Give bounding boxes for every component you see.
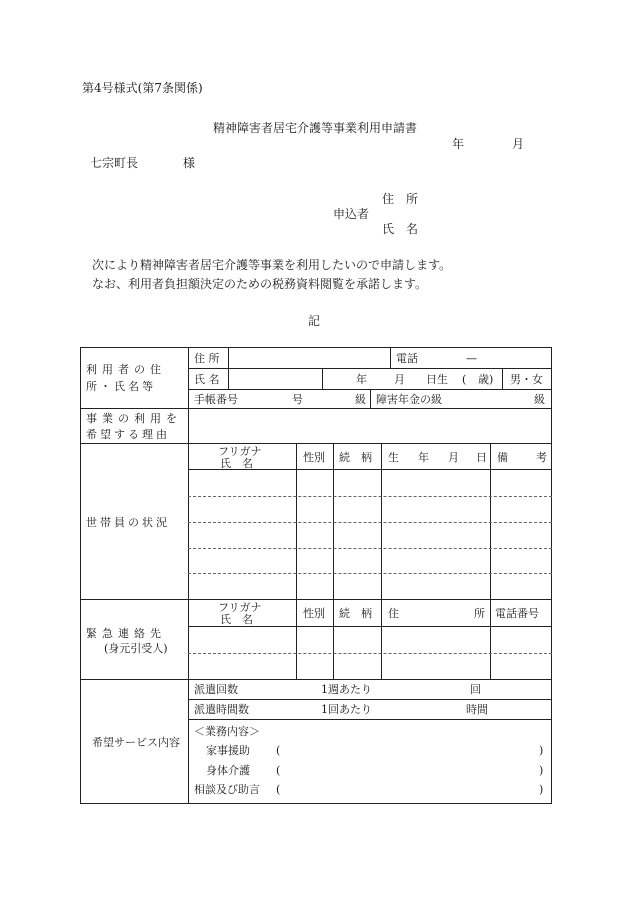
dispatch-time-label: 派遣時間数 bbox=[194, 703, 249, 716]
emergency-phone: 電話番号 bbox=[495, 607, 539, 620]
dispatch-count-label: 派遣回数 bbox=[194, 683, 238, 696]
reason-label-1: 事業の利用を bbox=[86, 412, 182, 425]
emergency-label: 緊急連絡先 bbox=[86, 627, 166, 640]
label-column-divider bbox=[188, 347, 189, 804]
household-remarks-a: 備 bbox=[497, 451, 508, 464]
pension-label: 障害年金の級 bbox=[376, 393, 442, 406]
user-section-label-1: 利用者の住 bbox=[86, 363, 166, 376]
service-item-housework: 家事援助 bbox=[206, 744, 250, 757]
service-item-physical-care-close: ) bbox=[539, 764, 544, 777]
applicant-label: 申込者 bbox=[333, 207, 370, 221]
birth-year: 年 bbox=[356, 373, 367, 386]
content-header: ＜業務内容＞ bbox=[194, 725, 260, 738]
service-item-consultation-open: ( bbox=[276, 783, 281, 796]
reason-field[interactable] bbox=[194, 412, 546, 438]
per-visit-label: 1回あたり bbox=[321, 703, 372, 716]
user-phone-label: 電話 bbox=[396, 352, 418, 365]
form-number: 第4号様式(第7条関係) bbox=[82, 81, 203, 95]
emergency-gender: 性別 bbox=[303, 607, 325, 620]
service-item-physical-care: 身体介護 bbox=[206, 764, 250, 777]
body-line-1: 次により精神障害者居宅介護等事業を利用したいので申請します。 bbox=[92, 258, 452, 272]
emergency-furigana: フリガナ bbox=[218, 601, 262, 614]
emergency-address-b: 所 bbox=[474, 607, 485, 620]
gender-choice[interactable]: 男・女 bbox=[510, 373, 543, 386]
time-unit: 時間 bbox=[466, 703, 488, 716]
user-phone-dash: — bbox=[466, 352, 477, 365]
service-label: 希望サービス内容 bbox=[92, 736, 180, 749]
age-open: ( bbox=[462, 373, 467, 386]
body-line-2: なお、利用者負担額決定のための税務資料閲覧を承諾します。 bbox=[92, 277, 428, 291]
household-relation: 続 柄 bbox=[339, 451, 372, 464]
emergency-name: 氏 名 bbox=[220, 613, 253, 626]
form-title: 精神障害者居宅介護等事業利用申請書 bbox=[213, 121, 418, 135]
emergency-sub: (身元引受人) bbox=[104, 642, 168, 655]
household-birth-d: 日 bbox=[476, 451, 487, 464]
user-section-label-2: 所・氏名等 bbox=[86, 380, 156, 393]
emergency-address-a: 住 bbox=[388, 607, 399, 620]
per-week-label: 1週あたり bbox=[321, 683, 372, 696]
date-year: 年 bbox=[452, 137, 465, 151]
service-item-housework-close: ) bbox=[539, 744, 544, 757]
user-address-label: 住 所 bbox=[194, 352, 220, 365]
applicant-name-label: 氏 名 bbox=[382, 222, 419, 236]
household-birth-b: 年 bbox=[418, 451, 429, 464]
count-unit: 回 bbox=[470, 683, 481, 696]
pension-kyu: 級 bbox=[534, 393, 545, 406]
applicant-address-label: 住 所 bbox=[382, 192, 419, 206]
service-item-consultation: 相談及び助言 bbox=[194, 783, 260, 796]
date-month: 月 bbox=[512, 137, 525, 151]
addressee-honorific: 様 bbox=[183, 156, 196, 170]
emergency-relation: 続 柄 bbox=[339, 607, 372, 620]
user-name-field[interactable] bbox=[232, 372, 320, 386]
service-item-consultation-close: ) bbox=[539, 783, 544, 796]
user-address-field[interactable] bbox=[232, 352, 388, 366]
service-item-housework-open: ( bbox=[276, 744, 281, 757]
addressee-town: 七宗町長 bbox=[90, 156, 139, 170]
household-birth-c: 月 bbox=[448, 451, 459, 464]
handbook-kyu: 級 bbox=[355, 393, 366, 406]
handbook-label: 手帳番号 bbox=[194, 393, 238, 406]
household-label: 世帯員の状況 bbox=[86, 516, 170, 529]
birth-month: 月 bbox=[394, 373, 405, 386]
household-birth-a: 生 bbox=[388, 451, 399, 464]
handbook-go: 号 bbox=[292, 393, 303, 406]
household-furigana: フリガナ bbox=[218, 445, 262, 458]
household-remarks-b: 考 bbox=[536, 451, 547, 464]
reason-label-2: 希望する理由 bbox=[86, 428, 170, 441]
household-gender: 性別 bbox=[303, 451, 325, 464]
age-label: 歳) bbox=[478, 373, 494, 386]
user-name-label: 氏 名 bbox=[194, 373, 220, 386]
household-name: 氏 名 bbox=[220, 457, 253, 470]
service-item-physical-care-open: ( bbox=[276, 764, 281, 777]
birth-day: 日生 bbox=[426, 373, 448, 386]
ki-mark: 記 bbox=[308, 314, 321, 328]
